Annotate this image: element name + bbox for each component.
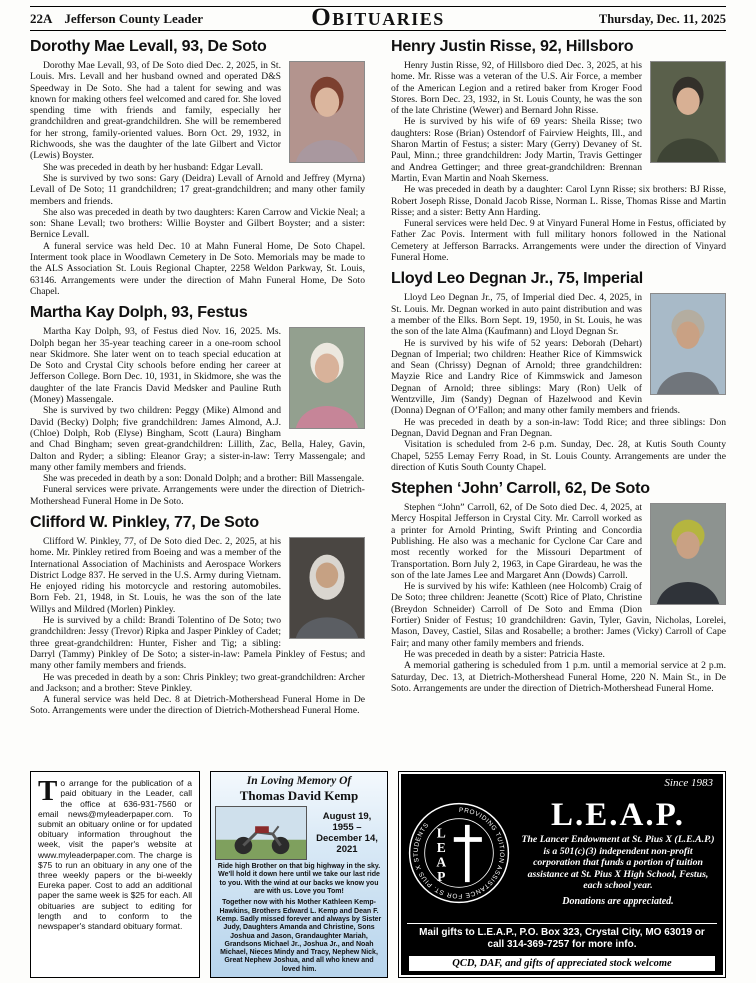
obit-headline: Martha Kay Dolph, 93, Festus [30,304,248,322]
obit-paragraph: He was preceded in death by a son: Chris Pinkley; two great-grandchildren: Archer and Jackson; and a brother: Steve Pinkley. [30,671,365,694]
leap-footer-line: QCD, DAF, and gifts of appreciated stock welcome [409,956,715,971]
leap-main [407,778,717,920]
obit-paragraph: He was preceded in death by a daughter: Carol Lynn Risse; six brothers: BJ Risse, Robert Joseph Risse, Donald Jacob Risse, Norman L. Risse, Thomas Risse and Martin Risse; and a sister: Betty Ann Harding. [391,184,726,218]
leap-letter-p: P [437,869,446,885]
obit-paragraph: Funeral services were private. Arrangements were under the direction of Dietrich-Mothershead Funeral Home in De Soto. [30,484,365,507]
obit-paragraph: Lloyd Leo Degnan Jr., 75, of Imperial died Dec. 4, 2025, in St. Louis. Mr. Degnan worked in auto paint distribution and was a member of the Elks. Born Sept. 19, 1950, in St. Louis, he was the son of the late Alma (Kaufmann) and Lloyd Degnan Sr. [391,292,642,338]
leap-name: L.E.A.P. [551,797,685,834]
left-column [30,36,365,765]
obit-body [391,292,726,473]
leap-text-block [519,799,717,907]
masthead-left [30,11,203,27]
obit-body [391,502,726,694]
leap-letter-a: A [436,854,447,870]
memorial-title: In Loving Memory Of [246,775,352,788]
leap-ad [398,771,726,978]
obit-headline: Lloyd Leo Degnan Jr., 75, Imperial [391,270,643,288]
leap-mail-line: Mail gifts to L.E.A.P., P.O. Box 323, Crystal City, MO 63019 or call 314-369-7257 for more info. [407,923,717,953]
portrait-silhouette-icon [290,62,364,162]
obituary-info-ad [30,771,200,978]
memorial-family-text: Together now with his Mother Kathleen Kemp-Hawkins, Brothers Edward L. Kemp and Dean F. Kemp. Sadly missed forever and always by Sister Judy, Daughters Amanda and Christine, Sons Joshua and Jason, Grandaughter Mariah, Grandsons Michael Jr., Joshua Jr., and Noah Michael, Nieces Mindy and Tracy, Nephew Nick, Great Nephew Joshua, and all who knew and loved him. [216,899,382,973]
obit-paragraph: She was preceded in death by her husband: Edgar Levall. [43,161,264,173]
obituary-dolph [30,304,365,507]
right-column [391,36,726,765]
obit-paragraph: He is survived by his wife of 52 years: Deborah (Dehart) Degnan of Imperial; two children: Heather Rice of Kimmswick and Sean (Chrissy) Degnan of Arnold; three grandchildren: Mayzie Rice and Landry Rice of Kimmswick and Jameson Degnan of Arnold; three siblings: Mary (Ron) Uelk of Wentzville, Jim (Sandy) Degnan of Hazelwood and Kevin (Donna) Degnan of O’Fallon; and many other family members and friends. [391,337,681,417]
obit-paragraph: A funeral service was held Dec. 10 at Mahn Funeral Home, De Soto Chapel. Interment took place in Woodlawn Cemetery in De Soto. Memorials may be made to the ALS Association St. Louis Regional Chapter, 2258 Weldon Parkway, St. Louis, 63146. Arrangements were under the direction of Mahn Funeral Home, De Soto Chapel. [30,240,365,297]
page-number: 22A [30,11,53,26]
obit-paragraph: She was preceded in death by a son: Donald Dolph; and a brother: Bill Massengale. [43,473,365,485]
leap-logo-svg [407,799,511,907]
obit-paragraph: Dorothy Mae Levall, 93, of De Soto died Dec. 2, 2025, in St. Louis. Mrs. Levall and her husband owned and operated D&S Speedway in De Soto. She had a talent for sewing and was known for making others feel welcomed and cared for. She loved spending time with friends and family, especially her grandchildren and great-grandchildren. She will be remembered for her strong, family-oriented values. Born Oct. 29, 1932, in Richwoods, she was the daughter of the late Gilbert and Victor (Lewis) Boyster. [30,60,281,162]
obituary-risse [391,38,726,263]
obit-paragraph: She also was preceded in death by two daughters: Karen Carrow and Vickie Neal; a son: Shane Levall; two brothers: Willie Boyster and Gilbert Boyster; and a sister: Bernice Levall. [30,206,365,241]
portrait-photo-dolph [289,327,365,429]
memorial-photo [215,806,307,860]
leap-letter-e: E [436,840,446,856]
obit-paragraph: She is survived by two children: Peggy (Mike) Almond and David (Becky) Dolph; five grandchildren: James Almond, A.J. (Chloe) Dolph, Rob (Elyse) Bingham, Scott (Laura) Bingham and Chad Bingham; seven great-grandchildren: Lillith, Zac, Bella, Haley, Gavin, Dalton and Ryder; a sibling: Eleanor Gray; a sister-in-law: Terry Massengale; and many other family members and friends. [30,405,365,473]
leap-letter-l: L [436,825,446,841]
obituary-pinkley [30,514,365,717]
portrait-silhouette-icon [290,538,364,638]
obit-headline: Henry Justin Risse, 92, Hillsboro [391,38,634,55]
obit-paragraph: He was preceded in death by a sister: Patricia Haste. [404,648,605,660]
obituary-carroll [391,480,726,694]
obituary-levall [30,38,365,297]
obit-headline: Stephen ‘John’ Carroll, 62, De Soto [391,480,650,498]
memorial-tribute: Ride high Brother on that big highway in the sky. We'll hold it down here until we take our last ride to you. With the wind at our backs we know you are with us. Love you Tom! [217,863,381,896]
obit-paragraph: A funeral service was held Dec. 8 at Dietrich-Mothershead Funeral Home in De Soto. Arrangements were under the direction of Dietrich-Mothershead Funeral Home. [30,694,365,717]
issue-date: Thursday, Dec. 11, 2025 [598,12,726,26]
obit-paragraph: Martha Kay Dolph, 93, of Festus died Nov. 16, 2025. Ms. Dolph began her 35-year teaching career in a one-room school near Skidmore. She later went on to teach special education at De Soto and Crystal City schools before ending her career at Jefferson College. Born Dec. 10, 1931, in Skidmore, she was the daughter of the late Francis David Medsker and Pauline Ruth (Money) Massengale. [30,326,281,406]
obit-paragraph: Stephen “John” Carroll, 62, of De Soto died Dec. 4, 2025, at Mercy Hospital Jefferson in Crystal City. Mr. Carroll worked as a printer for Arnold Printing, Swift Printing and Concordia Publishing. He also was a mechanic for Cyclone Car Care and most recently worked for the Missouri Department of Transportation. Born July 2, 1963, in Cape Girardeau, he was the son of the late James Lee and Margaret Ann (Dowds) Carroll. [391,502,642,581]
obit-headline: Clifford W. Pinkley, 77, De Soto [30,513,259,531]
obit-body [30,60,365,297]
leap-ad-frame [401,774,723,975]
obit-paragraph: Clifford W. Pinkley, 77, of De Soto died Dec. 2, 2025, at his home. Mr. Pinkley retired from Boeing and was a member of the International Association of Machinists and Aerospace Workers District Lodge 837. He served in the U.S. Army during Vietnam. He enjoyed riding his motorcycle and restoring automobiles. Born Feb. 21, 1948, in St. Louis, he was the son of the late Willys and Mildred (Morlen) Pinkley. [30,535,281,615]
svg-text:PROVIDING TUITION ASSISTANCE F [413,807,505,899]
portrait-photo-carroll [650,503,726,605]
portrait-photo-risse [650,61,726,163]
portrait-photo-pinkley [289,537,365,639]
leap-description: The Lancer Endowment at St. Pius X (L.E.A.P.) is a 501(c)(3) independent non-profit corporation that funds a portion of tuition assistance at St. Pius X High School, Festus, each school year. [521,834,715,892]
obituary-columns [30,36,726,765]
obituary-info-text: To arrange for the publication of a paid obituary in the Leader, call the office at 636-931-7560 or email news@myleaderpaper.com. To submit an obituary online or for updated obituary information throughout the week, visit the paper's website at www.myleaderpaper.com. The charge is $75 to run an obituary in any one of the three weekly papers or the bi-weekly Eureka paper. Cost to add an additional paper the same week is $25 for each. All obituaries are subject to editing for length and to conform to the newspaper's standard obituary format. [38,775,192,931]
obituary-degnan [391,270,726,473]
motorcycle-icon [216,807,306,859]
masthead [30,3,726,31]
leap-ring-text: PROVIDING TUITION ASSISTANCE FOR ST. PIUS X STUDENTS [412,806,506,900]
memorial-ad [210,771,388,978]
portrait-silhouette-icon [651,62,725,162]
obit-paragraph: Henry Justin Risse, 92, of Hillsboro died Dec. 3, 2025, at his home. Mr. Risse was a veteran of the U.S. Air Force, a member of the American Legion and a retired baker from Kroger Food Stores. Born Dec. 23, 1932, in St. Louis County, he was the son of the late Christine (Wewer) and Bernard John Risse. [391,60,642,117]
portrait-silhouette-icon [651,294,725,394]
section-title: Obituaries [311,3,445,31]
memorial-dates: August 19, 1955 – December 14, 2021 [316,811,378,856]
obit-paragraph: A memorial gathering is scheduled from 1 p.m. until a memorial service at 2 p.m. Saturday, Dec. 13, at Dietrich-Mothershead Funeral Home, 220 N. Main St., in De Soto. Arrangements are under the direction of Dietrich-Mothershead Funeral Home. [391,660,726,694]
leap-since-label: Since 1983 [664,777,713,790]
portrait-photo-degnan [650,293,726,395]
obit-body [30,536,365,717]
portrait-photo-levall [289,61,365,163]
obit-paragraph: She is survived by two sons: Gary (Deidra) Levall of Arnold and Jeffrey (Myrna) Levall of De Soto; 11 grandchildren; 17 great-grandchildren; and many other family members and friends. [30,172,365,207]
leap-logo-icon [407,799,511,907]
obit-paragraph: Funeral services were held Dec. 9 at Vinyard Funeral Home in Festus, officiated by Father Zac Povis. Interment with full military honors followed in the National Cemetery at Jefferson Barracks. Arrangements were under the direction of Vinyard Funeral Home. [391,218,726,264]
advertisement-row [30,771,726,978]
portrait-silhouette-icon [651,504,725,604]
obit-paragraph: He is survived by his wife: Kathleen (nee Holcomb) Craig of De Soto; three children: Jeanette (Scott) Rice of Plato, Christine (Breydon Schneider) Carroll of De Soto and Emma (Dion Fortier) Snider of Festus; 10 grandchildren: Gavin, Tyler, Gavin, Nicholas, Lorelei, Mason, Davey, Castiel, Silas and Rosabelle; a brother: James (Vicky) Carroll of Cape Fair; and many other family members and friends. [391,581,726,649]
leap-donations-line: Donations are appreciated. [562,896,674,908]
obit-paragraph: He is survived by his wife of 69 years: Sheila Risse; two daughters: Rose (Brian) Ostendorf of Fairview Heights, Ill., and Sharon Martin of Festus; a sister: Mary (Gerry) Devaney of St. Paul, Minn.; three grandchildren: Jody Martin, Travis Gettinger and Andrea Gettinger; and three great-grandchildren: Brennan Martin, Evan Martin and Noah Skerness. [391,116,642,184]
obit-paragraph: He is survived by a child: Brandi Tolentino of De Soto; two grandchildren: Jessy (Trevor) Ripka and Jasper Pinkley of Cadet; three great-grandchildren: Hunter, Fisher and Tig; a sibling: Darryl (Tammy) Pinkley of De Soto; a sister-in-law: Pamela Pinkley of Festus; and many other family members and friends. [30,615,365,672]
memorial-photo-row [215,806,383,860]
obit-body [391,60,726,263]
obit-body [30,326,365,507]
obit-headline: Dorothy Mae Levall, 93, De Soto [30,38,267,55]
memorial-name: Thomas David Kemp [239,788,359,804]
paper-name: Jefferson County Leader [64,11,204,26]
obit-paragraph: Visitation is scheduled from 2-6 p.m. Sunday, Dec. 28, at Kutis South County Chapel, 5255 Lemay Ferry Road, in St. Louis County. Arrangements are under the direction of Kutis South County Chapel. [391,439,726,473]
obit-paragraph: He was preceded in death by a son-in-law: Todd Rice; and three siblings: Don Degnan, David Degnan and Fran Degnan. [391,416,726,439]
portrait-silhouette-icon [290,328,364,428]
